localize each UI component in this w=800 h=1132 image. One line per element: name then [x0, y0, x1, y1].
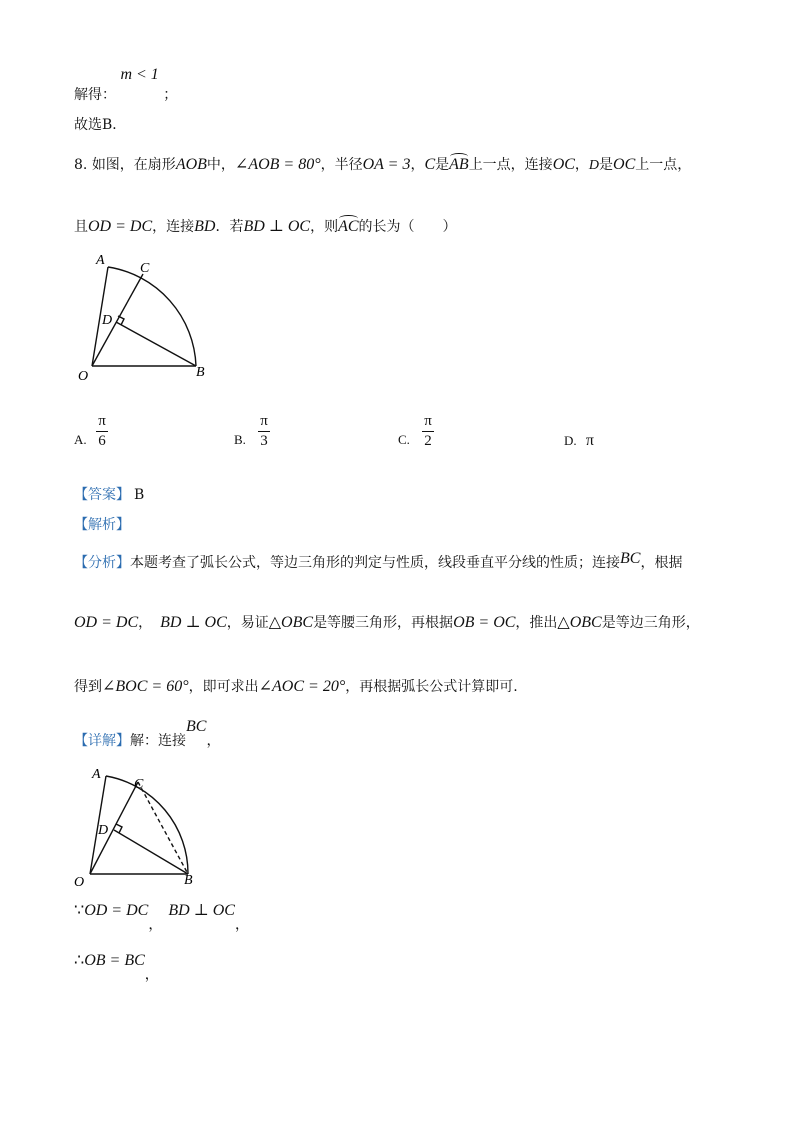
q-text: 是 [599, 157, 614, 173]
analysis-text: ，推出 [515, 615, 558, 631]
analysis-tag: 【解析】 [74, 517, 130, 533]
segment-bd [114, 830, 188, 874]
analysis-boc: ∠BOC = 60° [102, 678, 189, 695]
analysis-text: ， [138, 615, 153, 631]
q-text: 中， [206, 157, 235, 173]
answer-line [74, 484, 144, 504]
q-perp: BD ⊥ OC [243, 218, 311, 235]
question-line-1 [74, 154, 691, 174]
option-b-fraction [258, 413, 270, 450]
analysis-text: ，再根据弧长公式计算即可. [345, 679, 518, 695]
q-oc2: OC [613, 156, 636, 173]
step-line-2 [74, 950, 159, 983]
q-oc: OC [552, 156, 575, 173]
q-text: ．若 [215, 219, 244, 235]
analysis-label: 【分析】 [74, 555, 130, 571]
step1-od-dc: OD = DC [84, 902, 149, 919]
q-text: ，连接 [152, 219, 195, 235]
option-b-den: 3 [260, 433, 268, 449]
q-text: ，半径 [320, 157, 363, 173]
detail-text: 解：连接 [130, 733, 186, 749]
option-a-letter: A. [74, 432, 87, 447]
question-line-2 [74, 216, 457, 236]
analysis-text: 是等边三角形， [601, 615, 700, 631]
analysis-text: 本题考查了弧长公式，等边三角形的判定与性质，线段垂直平分线的性质；连接 [130, 555, 620, 571]
analysis-text: ，即可求出 [188, 679, 259, 695]
solve-end: ； [163, 87, 178, 103]
analysis-line-1 [74, 552, 682, 572]
step2-ob-bc: OB = BC [84, 952, 145, 969]
option-b[interactable] [234, 432, 246, 448]
q-text: 上一点，连接 [468, 157, 553, 173]
q-text: ， [410, 157, 425, 173]
answer-value: B [134, 487, 145, 503]
option-d-letter: D. [564, 433, 577, 448]
label-a: A [92, 767, 101, 782]
detail-end: ， [206, 733, 221, 749]
label-d: D [98, 823, 109, 838]
q-bd: BD [194, 218, 216, 235]
sector-figure-solution [70, 762, 220, 892]
q-text: ，则 [310, 219, 339, 235]
step1-comma: ， [234, 917, 249, 933]
label-b: B [184, 873, 193, 888]
arc-ab [108, 267, 196, 366]
q-text: 是 [435, 157, 450, 173]
option-d[interactable] [564, 432, 594, 450]
analysis-bc: BC [620, 550, 641, 567]
label-c: C [134, 777, 144, 792]
q-text: 且 [74, 219, 88, 235]
q-oa: OA = 3 [362, 156, 411, 173]
q-arc-ac: AC [338, 218, 359, 235]
step1-perp: BD ⊥ OC [168, 902, 235, 919]
detail-line [74, 718, 221, 750]
analysis-aoc: ∠AOC = 20° [258, 678, 346, 695]
analysis-perp: BD ⊥ OC [160, 614, 227, 631]
option-d-value: π [585, 432, 594, 449]
q-aob: AOB [175, 156, 207, 173]
option-b-num: π [260, 413, 268, 429]
solve-label: 解得： [74, 87, 116, 103]
choice-line: 故选B． [74, 117, 127, 133]
q-c: C [424, 156, 436, 173]
segment-bd [116, 322, 196, 366]
label-o: O [78, 369, 89, 384]
because-symbol: ∵ [74, 902, 85, 919]
analysis-line-3 [74, 676, 518, 696]
solve-math: m < 1 [120, 66, 159, 83]
analysis-tri2: △OBC [557, 614, 602, 631]
answer-tag: 【答案】 [74, 487, 130, 503]
label-b: B [196, 365, 205, 380]
question-number: 8. [74, 157, 88, 173]
option-a-num: π [98, 413, 106, 429]
analysis-text: ，易证 [226, 615, 269, 631]
option-c-letter: C. [398, 432, 410, 447]
q-od-dc: OD = DC [88, 218, 153, 235]
option-c-num: π [424, 413, 432, 429]
q-text: ， [574, 157, 589, 173]
label-a: A [96, 253, 105, 268]
label-c: C [140, 261, 150, 276]
option-a-den: 6 [98, 433, 106, 449]
step-line-1 [74, 900, 249, 933]
therefore-symbol: ∴ [74, 952, 85, 969]
analysis-tri1: △OBC [268, 614, 314, 631]
q-arc-ab: AB [449, 156, 469, 173]
step1-comma: ， [148, 917, 163, 933]
step2-comma: ， [144, 967, 159, 983]
analysis-text: ，根据 [640, 555, 683, 571]
q-text: 上一点， [635, 157, 692, 173]
label-d: D [102, 313, 113, 328]
option-b-letter: B. [234, 432, 246, 447]
q-text: 如图，在扇形 [91, 157, 176, 173]
option-c-fraction [422, 413, 434, 450]
option-a-fraction [96, 413, 108, 450]
analysis-ob-oc: OB = OC [453, 614, 516, 631]
detail-tag: 【详解】 [74, 733, 130, 749]
analysis-text: 得到 [74, 679, 102, 695]
q-text: 的长为（ ） [358, 219, 457, 235]
analysis-text: 是等腰三角形，再根据 [313, 615, 454, 631]
analysis-line-2 [74, 612, 700, 632]
solve-line [74, 64, 178, 103]
detail-bc: BC [186, 718, 207, 735]
option-c-den: 2 [424, 433, 432, 449]
q-angle: ∠AOB = 80° [234, 156, 321, 173]
label-o: O [74, 875, 85, 890]
analysis-od-dc: OD = DC [74, 614, 139, 631]
sector-figure [70, 250, 220, 385]
segment-bc-dashed [138, 782, 188, 874]
option-a[interactable] [74, 432, 87, 448]
q-d: D [588, 158, 600, 173]
option-c[interactable] [398, 432, 410, 448]
